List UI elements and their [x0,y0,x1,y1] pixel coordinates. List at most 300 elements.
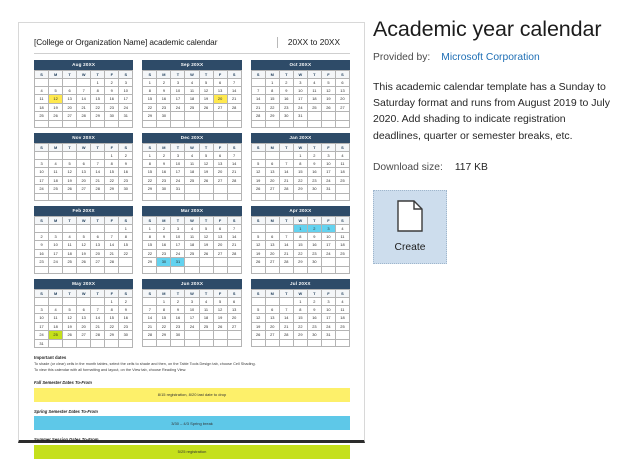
day-cell[interactable] [119,120,133,127]
day-cell[interactable]: 14 [251,95,265,103]
day-cell[interactable]: 7 [251,86,265,94]
day-cell[interactable]: 12 [77,241,91,249]
day-cell[interactable]: 14 [105,241,119,249]
day-cell[interactable] [77,224,91,232]
day-cell[interactable] [185,266,199,273]
day-cell[interactable]: 14 [91,314,105,322]
day-cell[interactable]: 30 [119,331,133,339]
day-cell[interactable] [49,339,63,347]
day-cell[interactable]: 4 [335,151,349,159]
day-cell[interactable]: 13 [213,232,227,240]
day-cell[interactable]: 24 [171,249,185,257]
day-cell[interactable]: 5 [251,159,265,167]
day-cell[interactable] [105,266,119,273]
day-cell[interactable]: 15 [91,95,105,103]
day-cell[interactable]: 20 [77,176,91,184]
day-cell[interactable]: 4 [199,297,213,305]
day-cell[interactable]: 28 [143,331,157,339]
day-cell[interactable]: 9 [157,232,171,240]
day-cell[interactable]: 15 [293,168,307,176]
month-table[interactable] [34,70,133,128]
day-cell[interactable]: 9 [171,305,185,313]
day-cell[interactable]: 6 [213,78,227,86]
day-cell[interactable]: 18 [185,168,199,176]
day-cell[interactable]: 13 [77,314,91,322]
day-cell[interactable] [91,297,105,305]
day-cell[interactable] [265,151,279,159]
day-cell[interactable]: 9 [119,305,133,313]
day-cell[interactable]: 17 [35,322,49,330]
day-cell[interactable]: 27 [227,322,241,330]
day-cell[interactable] [335,112,349,120]
day-cell[interactable]: 26 [63,331,77,339]
day-cell[interactable]: 21 [279,249,293,257]
day-cell[interactable]: 26 [199,176,213,184]
day-cell[interactable]: 3 [35,305,49,313]
day-cell[interactable]: 16 [35,249,49,257]
day-cell[interactable]: 21 [77,103,91,111]
day-cell[interactable]: 15 [105,168,119,176]
day-cell[interactable] [143,297,157,305]
day-cell[interactable]: 15 [105,314,119,322]
day-cell[interactable] [293,120,307,127]
day-cell[interactable]: 22 [119,249,133,257]
day-cell[interactable] [321,266,335,273]
day-cell[interactable]: 5 [49,86,63,94]
day-cell[interactable] [251,193,265,200]
day-cell[interactable] [279,297,293,305]
day-cell[interactable]: 19 [213,314,227,322]
day-cell[interactable] [279,339,293,346]
day-cell[interactable] [63,224,77,232]
day-cell[interactable]: 22 [265,103,279,111]
day-cell[interactable]: 19 [199,95,213,103]
day-cell[interactable] [321,120,335,127]
day-cell[interactable]: 6 [91,232,105,240]
day-cell[interactable] [199,266,213,273]
day-cell[interactable]: 4 [335,297,349,305]
day-cell[interactable]: 29 [143,258,157,266]
day-cell[interactable]: 2 [307,297,321,305]
day-cell[interactable] [171,266,185,273]
day-cell[interactable]: 14 [227,232,241,240]
day-cell[interactable]: 23 [307,249,321,257]
day-cell[interactable] [335,258,349,266]
day-cell[interactable]: 11 [185,159,199,167]
day-cell[interactable] [251,297,265,305]
day-cell[interactable]: 31 [171,258,185,266]
day-cell[interactable]: 18 [335,241,349,249]
day-cell[interactable] [63,339,77,347]
day-cell[interactable]: 7 [143,305,157,313]
day-cell[interactable]: 8 [143,86,157,94]
day-cell[interactable]: 8 [91,86,105,94]
day-cell[interactable]: 16 [119,314,133,322]
day-cell[interactable]: 17 [321,314,335,322]
day-cell[interactable] [171,120,185,127]
day-cell[interactable]: 10 [35,168,49,176]
day-cell[interactable]: 9 [35,241,49,249]
day-cell[interactable] [63,297,77,305]
day-cell[interactable]: 26 [321,103,335,111]
day-cell[interactable] [171,339,185,346]
day-cell[interactable]: 10 [185,305,199,313]
day-cell[interactable]: 1 [143,224,157,232]
day-cell[interactable]: 4 [63,232,77,240]
day-cell[interactable] [143,193,157,200]
day-cell[interactable]: 27 [63,112,77,120]
day-cell[interactable]: 11 [335,305,349,313]
day-cell[interactable] [105,339,119,347]
day-cell[interactable]: 29 [143,112,157,120]
day-cell[interactable]: 6 [335,78,349,86]
day-cell[interactable]: 3 [49,232,63,240]
day-cell[interactable]: 20 [91,249,105,257]
day-cell[interactable]: 19 [251,176,265,184]
day-cell[interactable]: 21 [227,168,241,176]
day-cell[interactable]: 11 [335,159,349,167]
day-cell[interactable]: 14 [279,314,293,322]
day-cell[interactable]: 29 [265,112,279,120]
day-cell[interactable]: 19 [49,103,63,111]
day-cell[interactable]: 2 [157,78,171,86]
day-cell[interactable]: 20 [265,176,279,184]
day-cell[interactable]: 12 [321,86,335,94]
day-cell[interactable] [199,339,213,346]
day-cell[interactable]: 23 [171,322,185,330]
day-cell[interactable] [307,112,321,120]
day-cell[interactable] [77,78,91,86]
day-cell[interactable]: 16 [157,95,171,103]
day-cell[interactable]: 30 [105,112,119,120]
day-cell[interactable]: 19 [321,95,335,103]
day-cell[interactable] [199,120,213,127]
day-cell[interactable]: 10 [293,86,307,94]
day-cell[interactable]: 23 [307,322,321,330]
day-cell[interactable]: 22 [157,322,171,330]
day-cell[interactable] [279,120,293,127]
day-cell[interactable]: 8 [293,159,307,167]
day-cell[interactable]: 29 [293,331,307,339]
day-cell[interactable]: 9 [119,159,133,167]
day-cell[interactable]: 3 [171,151,185,159]
day-cell[interactable]: 27 [265,331,279,339]
day-cell[interactable]: 22 [105,176,119,184]
day-cell[interactable]: 7 [77,86,91,94]
day-cell[interactable]: 24 [35,185,49,193]
day-cell[interactable]: 3 [171,224,185,232]
day-cell[interactable]: 24 [119,103,133,111]
day-cell[interactable]: 5 [199,224,213,232]
day-cell[interactable]: 29 [105,185,119,193]
day-cell[interactable]: 13 [265,241,279,249]
day-cell[interactable]: 21 [279,176,293,184]
day-cell[interactable]: 23 [157,103,171,111]
day-cell[interactable] [105,120,119,127]
day-cell[interactable] [63,266,77,273]
day-cell[interactable]: 6 [77,305,91,313]
day-cell[interactable]: 25 [185,249,199,257]
day-cell[interactable]: 11 [49,168,63,176]
day-cell[interactable] [185,112,199,120]
day-cell[interactable]: 17 [171,168,185,176]
day-cell[interactable]: 26 [77,258,91,266]
day-cell[interactable]: 21 [227,241,241,249]
day-cell[interactable]: 5 [63,305,77,313]
day-cell[interactable]: 30 [119,185,133,193]
month-table[interactable] [251,70,350,128]
provided-by-link[interactable]: Microsoft Corporation [441,52,540,63]
day-cell[interactable]: 1 [293,224,307,232]
day-cell[interactable]: 4 [185,224,199,232]
day-cell[interactable]: 30 [307,185,321,193]
day-cell[interactable] [265,266,279,273]
day-cell[interactable] [251,151,265,159]
month-table[interactable] [34,143,133,201]
day-cell[interactable]: 2 [119,297,133,305]
day-cell[interactable]: 3 [293,78,307,86]
day-cell[interactable]: 10 [119,86,133,94]
day-cell[interactable]: 25 [63,258,77,266]
day-cell[interactable]: 28 [279,185,293,193]
day-cell[interactable]: 19 [63,322,77,330]
day-cell[interactable] [199,258,213,266]
day-cell[interactable]: 21 [91,176,105,184]
day-cell[interactable]: 18 [185,95,199,103]
day-cell[interactable]: 14 [77,95,91,103]
day-cell[interactable]: 4 [335,224,349,232]
day-cell[interactable]: 12 [251,241,265,249]
day-cell[interactable]: 1 [105,151,119,159]
day-cell[interactable]: 11 [307,86,321,94]
day-cell[interactable] [49,297,63,305]
day-cell[interactable]: 2 [157,151,171,159]
day-cell[interactable]: 18 [199,314,213,322]
day-cell[interactable]: 24 [321,176,335,184]
day-cell[interactable]: 30 [307,331,321,339]
day-cell[interactable]: 22 [143,249,157,257]
day-cell[interactable] [335,185,349,193]
day-cell[interactable]: 12 [251,168,265,176]
day-cell[interactable]: 27 [265,258,279,266]
day-cell[interactable]: 5 [199,78,213,86]
day-cell[interactable]: 30 [157,185,171,193]
day-cell[interactable]: 26 [49,112,63,120]
day-cell[interactable] [49,78,63,86]
day-cell[interactable]: 5 [213,297,227,305]
day-cell[interactable] [335,120,349,127]
day-cell[interactable]: 28 [91,331,105,339]
day-cell[interactable]: 24 [171,176,185,184]
day-cell[interactable]: 24 [35,331,49,339]
day-cell[interactable] [91,120,105,127]
day-cell[interactable]: 7 [227,151,241,159]
day-cell[interactable]: 4 [49,159,63,167]
day-cell[interactable]: 14 [143,314,157,322]
day-cell[interactable] [227,193,241,200]
day-cell[interactable]: 19 [63,176,77,184]
day-cell[interactable]: 11 [63,241,77,249]
day-cell[interactable]: 19 [251,249,265,257]
day-cell[interactable]: 7 [279,305,293,313]
day-cell[interactable]: 27 [265,185,279,193]
day-cell[interactable] [213,258,227,266]
day-cell[interactable]: 16 [307,241,321,249]
day-cell[interactable]: 30 [307,258,321,266]
day-cell[interactable]: 6 [265,232,279,240]
day-cell[interactable]: 27 [335,103,349,111]
day-cell[interactable]: 28 [279,258,293,266]
day-cell[interactable]: 25 [35,112,49,120]
day-cell[interactable]: 9 [307,305,321,313]
day-cell[interactable] [185,193,199,200]
day-cell[interactable]: 10 [49,241,63,249]
day-cell[interactable]: 12 [199,86,213,94]
day-cell[interactable]: 31 [35,339,49,347]
day-cell[interactable]: 3 [321,297,335,305]
day-cell[interactable]: 5 [251,232,265,240]
day-cell[interactable]: 22 [143,176,157,184]
day-cell[interactable] [307,266,321,273]
day-cell[interactable]: 29 [293,258,307,266]
day-cell[interactable]: 15 [143,168,157,176]
day-cell[interactable]: 14 [227,159,241,167]
day-cell[interactable] [49,266,63,273]
day-cell[interactable]: 20 [213,241,227,249]
day-cell[interactable] [185,258,199,266]
day-cell[interactable]: 28 [227,103,241,111]
day-cell[interactable] [265,224,279,232]
day-cell[interactable] [335,339,349,346]
day-cell[interactable]: 12 [199,232,213,240]
day-cell[interactable]: 4 [35,86,49,94]
day-cell[interactable]: 27 [213,249,227,257]
day-cell[interactable]: 29 [143,185,157,193]
day-cell[interactable] [227,339,241,346]
day-cell[interactable] [251,339,265,346]
day-cell[interactable]: 29 [157,331,171,339]
day-cell[interactable] [293,193,307,200]
day-cell[interactable]: 17 [119,95,133,103]
day-cell[interactable] [119,193,133,200]
day-cell[interactable]: 12 [251,314,265,322]
day-cell[interactable]: 15 [143,95,157,103]
day-cell[interactable] [49,151,63,159]
day-cell[interactable] [185,185,199,193]
day-cell[interactable]: 12 [213,305,227,313]
day-cell[interactable] [307,193,321,200]
day-cell[interactable]: 30 [171,331,185,339]
day-cell[interactable] [49,120,63,127]
day-cell[interactable]: 22 [293,322,307,330]
day-cell[interactable]: 4 [49,305,63,313]
day-cell[interactable]: 28 [251,112,265,120]
day-cell[interactable] [77,339,91,347]
day-cell[interactable]: 25 [185,176,199,184]
day-cell[interactable]: 28 [227,249,241,257]
day-cell[interactable] [119,339,133,347]
day-cell[interactable] [227,120,241,127]
day-cell[interactable]: 15 [143,241,157,249]
day-cell[interactable] [143,339,157,346]
day-cell[interactable] [321,258,335,266]
day-cell[interactable] [265,339,279,346]
day-cell[interactable]: 29 [293,185,307,193]
day-cell[interactable]: 24 [49,258,63,266]
day-cell[interactable]: 16 [307,168,321,176]
day-cell[interactable]: 2 [171,297,185,305]
day-cell[interactable]: 15 [119,241,133,249]
month-table[interactable] [142,143,241,201]
day-cell[interactable]: 14 [279,241,293,249]
day-cell[interactable]: 26 [251,331,265,339]
day-cell[interactable] [199,193,213,200]
day-cell[interactable]: 19 [77,249,91,257]
day-cell[interactable]: 7 [91,159,105,167]
day-cell[interactable] [279,151,293,159]
day-cell[interactable]: 25 [335,322,349,330]
day-cell[interactable] [91,224,105,232]
day-cell[interactable] [157,193,171,200]
day-cell[interactable]: 13 [213,86,227,94]
day-cell[interactable]: 23 [279,103,293,111]
day-cell[interactable]: 18 [307,95,321,103]
day-cell[interactable]: 20 [335,95,349,103]
day-cell[interactable] [63,78,77,86]
day-cell[interactable] [213,339,227,346]
day-cell[interactable]: 18 [49,322,63,330]
day-cell[interactable] [63,151,77,159]
day-cell[interactable]: 9 [157,86,171,94]
day-cell[interactable] [251,120,265,127]
day-cell[interactable] [321,193,335,200]
day-cell[interactable]: 13 [77,168,91,176]
day-cell[interactable] [77,297,91,305]
month-table[interactable] [142,216,241,274]
day-cell[interactable]: 7 [279,159,293,167]
day-cell[interactable]: 12 [49,95,63,103]
day-cell[interactable]: 18 [335,168,349,176]
day-cell[interactable]: 3 [321,151,335,159]
day-cell[interactable]: 3 [35,159,49,167]
day-cell[interactable]: 13 [265,168,279,176]
day-cell[interactable]: 31 [321,185,335,193]
day-cell[interactable]: 6 [213,224,227,232]
day-cell[interactable]: 1 [143,151,157,159]
day-cell[interactable]: 4 [307,78,321,86]
day-cell[interactable]: 12 [199,159,213,167]
day-cell[interactable]: 8 [143,232,157,240]
day-cell[interactable]: 7 [91,305,105,313]
day-cell[interactable]: 15 [293,314,307,322]
day-cell[interactable]: 11 [199,305,213,313]
day-cell[interactable]: 18 [185,241,199,249]
day-cell[interactable] [199,185,213,193]
day-cell[interactable] [157,266,171,273]
day-cell[interactable]: 26 [213,322,227,330]
day-cell[interactable]: 9 [279,86,293,94]
day-cell[interactable]: 31 [293,112,307,120]
day-cell[interactable]: 6 [265,159,279,167]
day-cell[interactable]: 5 [251,305,265,313]
day-cell[interactable] [293,266,307,273]
day-cell[interactable]: 21 [227,95,241,103]
day-cell[interactable] [77,266,91,273]
day-cell[interactable]: 12 [63,168,77,176]
day-cell[interactable] [185,331,199,339]
day-cell[interactable] [251,224,265,232]
day-cell[interactable]: 28 [77,112,91,120]
